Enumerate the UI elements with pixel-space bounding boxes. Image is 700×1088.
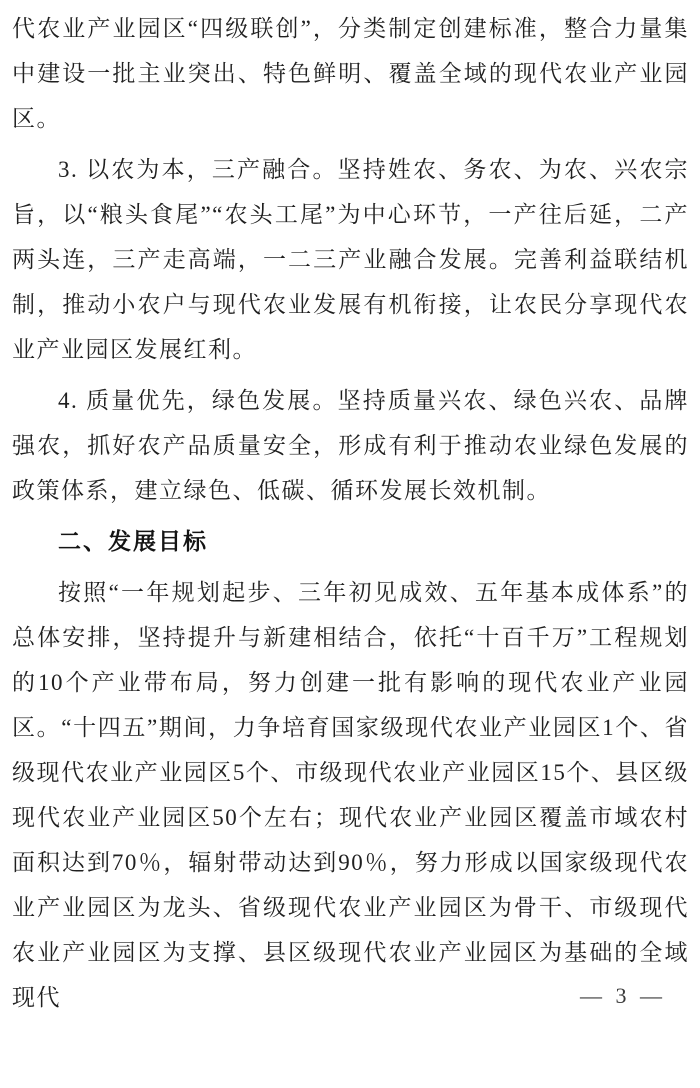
document-body	[12, 6, 689, 1020]
paragraph-principle-3: 3. 以农为本，三产融合。坚持姓农、务农、为农、兴农宗旨，以“粮头食尾”“农头工尾”为中心环节，一产往后延，二产两头连，三产走高端，一二三产业融合发展。完善利益联结机制，推动小农户与现代农业发展有机衔接，让农民分享现代农业产业园区发展红利。	[12, 157, 689, 362]
paragraph-continuation: 代农业产业园区“四级联创”，分类制定创建标准，整合力量集中建设一批主业突出、特色鲜明、覆盖全域的现代农业产业园区。	[12, 16, 689, 131]
paragraph-principle-4: 4. 质量优先，绿色发展。坚持质量兴农、绿色兴农、品牌强农，抓好农产品质量安全，形成有利于推动农业绿色发展的政策体系，建立绿色、低碳、循环发展长效机制。	[12, 388, 689, 503]
paragraph-development-goals: 按照“一年规划起步、三年初见成效、五年基本成体系”的总体安排，坚持提升与新建相结合，依托“十百千万”工程规划的10个产业带布局，努力创建一批有影响的现代农业产业园区。“十四五”期间，力争培育国家级现代农业产业园区1个、省级现代农业产业园区5个、市级现代农业产业园区15个、县区级现代农业产业园区50个左右；现代农业产业园区覆盖市域农村面积达到70％，辐射带动达到90％，努力形成以国家级现代农业产业园区为龙头、省级现代农业产业园区为骨干、市级现代农业产业园区为支撑、县区级现代农业产业园区为基础的全域现代	[12, 580, 689, 1010]
page-number: — 3 —	[580, 983, 666, 1008]
section-heading-development-goals: 二、发展目标	[58, 528, 208, 554]
